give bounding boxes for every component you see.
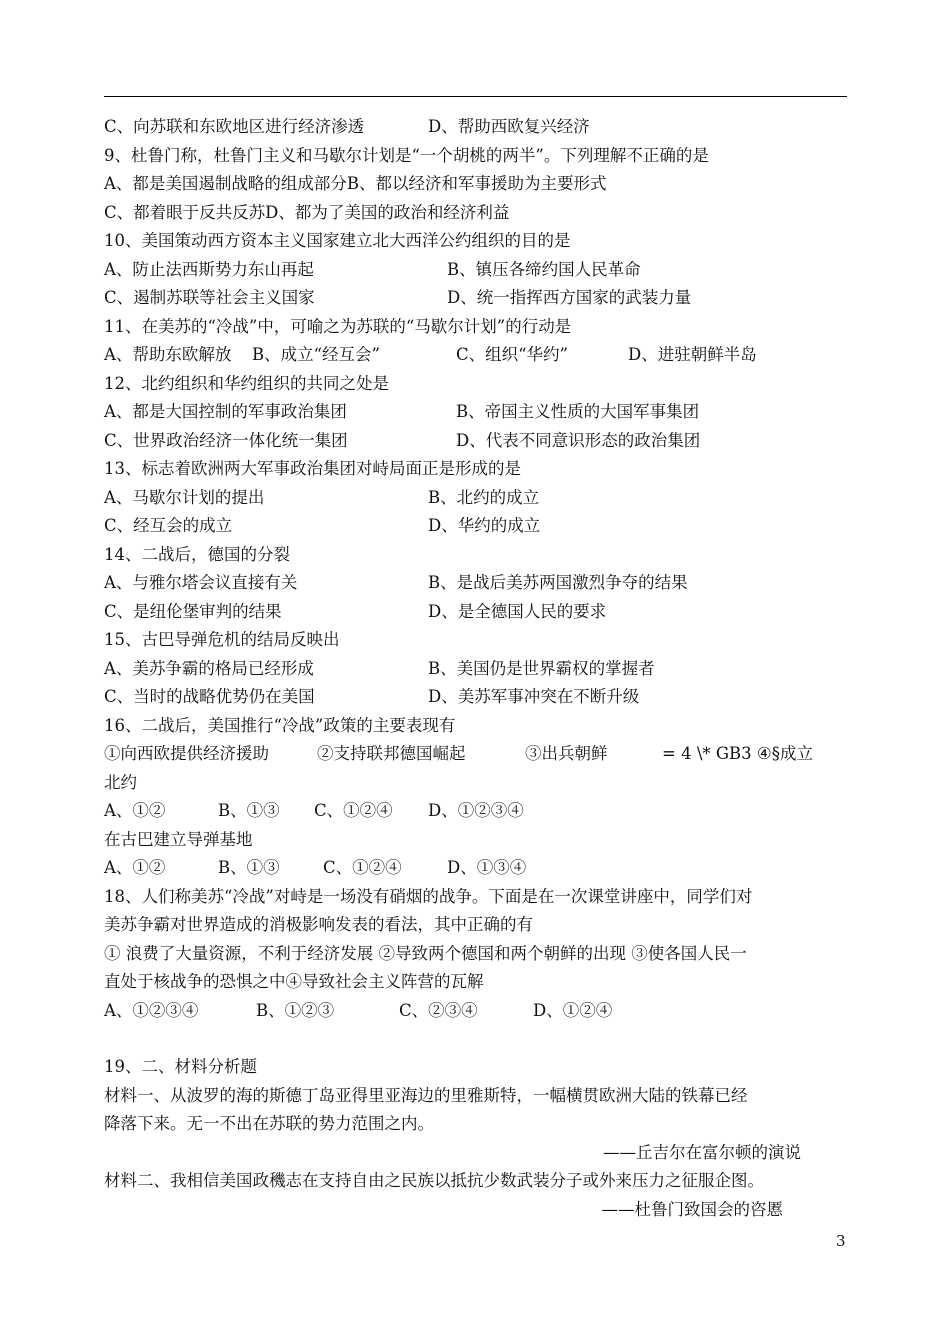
option-line	[104, 256, 847, 285]
option-c: C、当时的战略优势仍在美国	[104, 687, 315, 706]
option-line	[104, 484, 847, 513]
option-line	[104, 655, 847, 684]
option-c: C、经互会的成立	[104, 516, 233, 535]
option-line	[104, 598, 847, 627]
option-b: B、是战后美苏两国激烈争夺的结果	[428, 573, 688, 592]
option-c: C、遏制苏联等社会主义国家	[104, 288, 315, 307]
option-line	[104, 512, 847, 541]
header-rule	[104, 96, 847, 97]
material-1: 材料一、从波罗的海的斯德丁岛亚得里亚海边的里雅斯特，一幅横贯欧洲大陆的铁幕已经	[104, 1085, 748, 1105]
option-line	[104, 854, 847, 883]
option-c: C、是纽伦堡审判的结果	[104, 601, 282, 621]
option-b: B、①③	[218, 801, 280, 820]
question-18-cont: 美苏争霸对世界造成的消极影响发表的看法，其中正确的有	[104, 915, 533, 934]
document-body	[104, 113, 847, 1224]
question-10: 10、美国策动西方资本主义国家建立北大西洋公约组织的目的是	[104, 231, 571, 250]
option-c: C、②③④	[399, 1000, 478, 1020]
question-11: 11、在美苏的“冷战”中，可喻之为苏联的“马歇尔计划”的行动是	[104, 316, 572, 336]
statement-continuation: 北约	[104, 772, 137, 792]
option-a: A、帮助东欧解放	[104, 345, 232, 364]
option-d: D、统一指挥西方国家的武装力量	[447, 288, 692, 307]
option-c: C、①②④	[314, 801, 393, 820]
option-a: A、马歇尔计划的提出	[104, 487, 265, 507]
material-2-source: ——杜鲁门致国会的咨慝	[601, 1199, 783, 1219]
statement-1: ①向西欧提供经济援助	[104, 744, 269, 763]
option-line	[104, 997, 847, 1026]
statement-4: = 4 \* GB3 ④§成立	[662, 744, 813, 763]
option-a: A、防止法西斯势力东山再起	[104, 259, 314, 279]
question-14: 14、二战后，德国的分裂	[104, 544, 290, 564]
question-13: 13、标志着欧洲两大军事政治集团对峙局面正是形成的是	[104, 459, 521, 478]
option-line: A、都是美国遏制战略的组成部分B、都以经济和军事援助为主要形式	[104, 174, 607, 193]
option-line	[104, 113, 847, 142]
statement-line	[104, 740, 847, 769]
section-heading: 19、二、材料分析题	[104, 1057, 257, 1076]
option-a: A、①②	[104, 858, 166, 877]
option-line	[104, 427, 847, 456]
option-line	[104, 797, 847, 826]
option-d: D、华约的成立	[428, 516, 541, 535]
page-number: 3	[836, 1232, 846, 1250]
option-line	[104, 683, 847, 712]
option-b: B、北约的成立	[428, 487, 540, 507]
option-c: C、①②④	[323, 858, 402, 877]
option-line	[104, 569, 847, 598]
question-16: 16、二战后，美国推行“冷战”政策的主要表现有	[104, 715, 456, 735]
option-d: D、帮助西欧复兴经济	[428, 117, 590, 136]
option-d: D、①②④	[533, 1000, 613, 1020]
question-15: 15、古巴导弹危机的结局反映出	[104, 630, 340, 649]
option-b: B、①②③	[256, 1000, 335, 1020]
statement-line: 在古巴建立导弹基地	[104, 829, 253, 849]
question-18: 18、人们称美苏“冷战”对峙是一场没有硝烟的战争。下面是在一次课堂讲座中，同学们对	[104, 886, 753, 906]
material-1-source: ——丘吉尔在富尔顿的演说	[603, 1142, 801, 1162]
statement-line: ① 浪费了大量资源，不利于经济发展 ②导致两个德国和两个朝鲜的出现 ③使各国人民一	[104, 943, 747, 963]
option-d: D、进驻朝鲜半岛	[628, 345, 757, 364]
option-b: B、美国仍是世界霸权的掌握者	[428, 658, 655, 678]
statement-2: ②支持联邦德国崛起	[317, 744, 466, 763]
material-1-cont: 降落下来。无一不出在苏联的势力范围之内。	[104, 1114, 434, 1133]
option-line: C、都着眼于反共反苏D、都为了美国的政治和经济利益	[104, 202, 510, 222]
option-d: D、是全德国人民的要求	[428, 601, 607, 621]
option-line	[104, 341, 847, 370]
option-b: B、帝国主义性质的大国军事集团	[456, 402, 700, 421]
option-c: C、向苏联和东欧地区进行经济渗透	[104, 117, 365, 136]
option-line	[104, 398, 847, 427]
material-2: 材料二、我相信美国政穖志在支持自由之民族以抵抗少数武装分子或外来压力之征服企图。	[104, 1171, 764, 1190]
statement-3: ③出兵朝鲜	[525, 744, 608, 763]
question-12: 12、北约组织和华约组织的共同之处是	[104, 373, 389, 393]
option-d: D、①②③④	[428, 801, 524, 820]
option-a: A、都是大国控制的军事政治集团	[104, 402, 347, 421]
option-a: A、与雅尔塔会议直接有关	[104, 573, 298, 592]
option-a: A、①②③④	[104, 1000, 199, 1020]
option-a: A、美苏争霸的格局已经形成	[104, 658, 314, 678]
option-c: C、世界政治经济一体化统一集团	[104, 430, 348, 450]
option-d: D、代表不同意识形态的政治集团	[456, 430, 701, 450]
option-b: B、镇压各缔约国人民革命	[447, 259, 641, 279]
question-9: 9、杜鲁门称，杜鲁门主义和马歇尔计划是“一个胡桃的两半”。下列理解不正确的是	[104, 145, 709, 165]
option-b: B、①③	[218, 858, 280, 877]
option-line	[104, 284, 847, 313]
statement-line: 直处于核战争的恐惧之中④导致社会主义阵营的瓦解	[104, 972, 484, 991]
option-a: A、①②	[104, 801, 166, 820]
option-c: C、组织“华约”	[456, 345, 568, 364]
option-b: B、成立“经互会”	[252, 345, 380, 364]
option-d: D、美苏军事冲突在不断升级	[428, 687, 640, 706]
option-d: D、①③④	[447, 858, 527, 877]
